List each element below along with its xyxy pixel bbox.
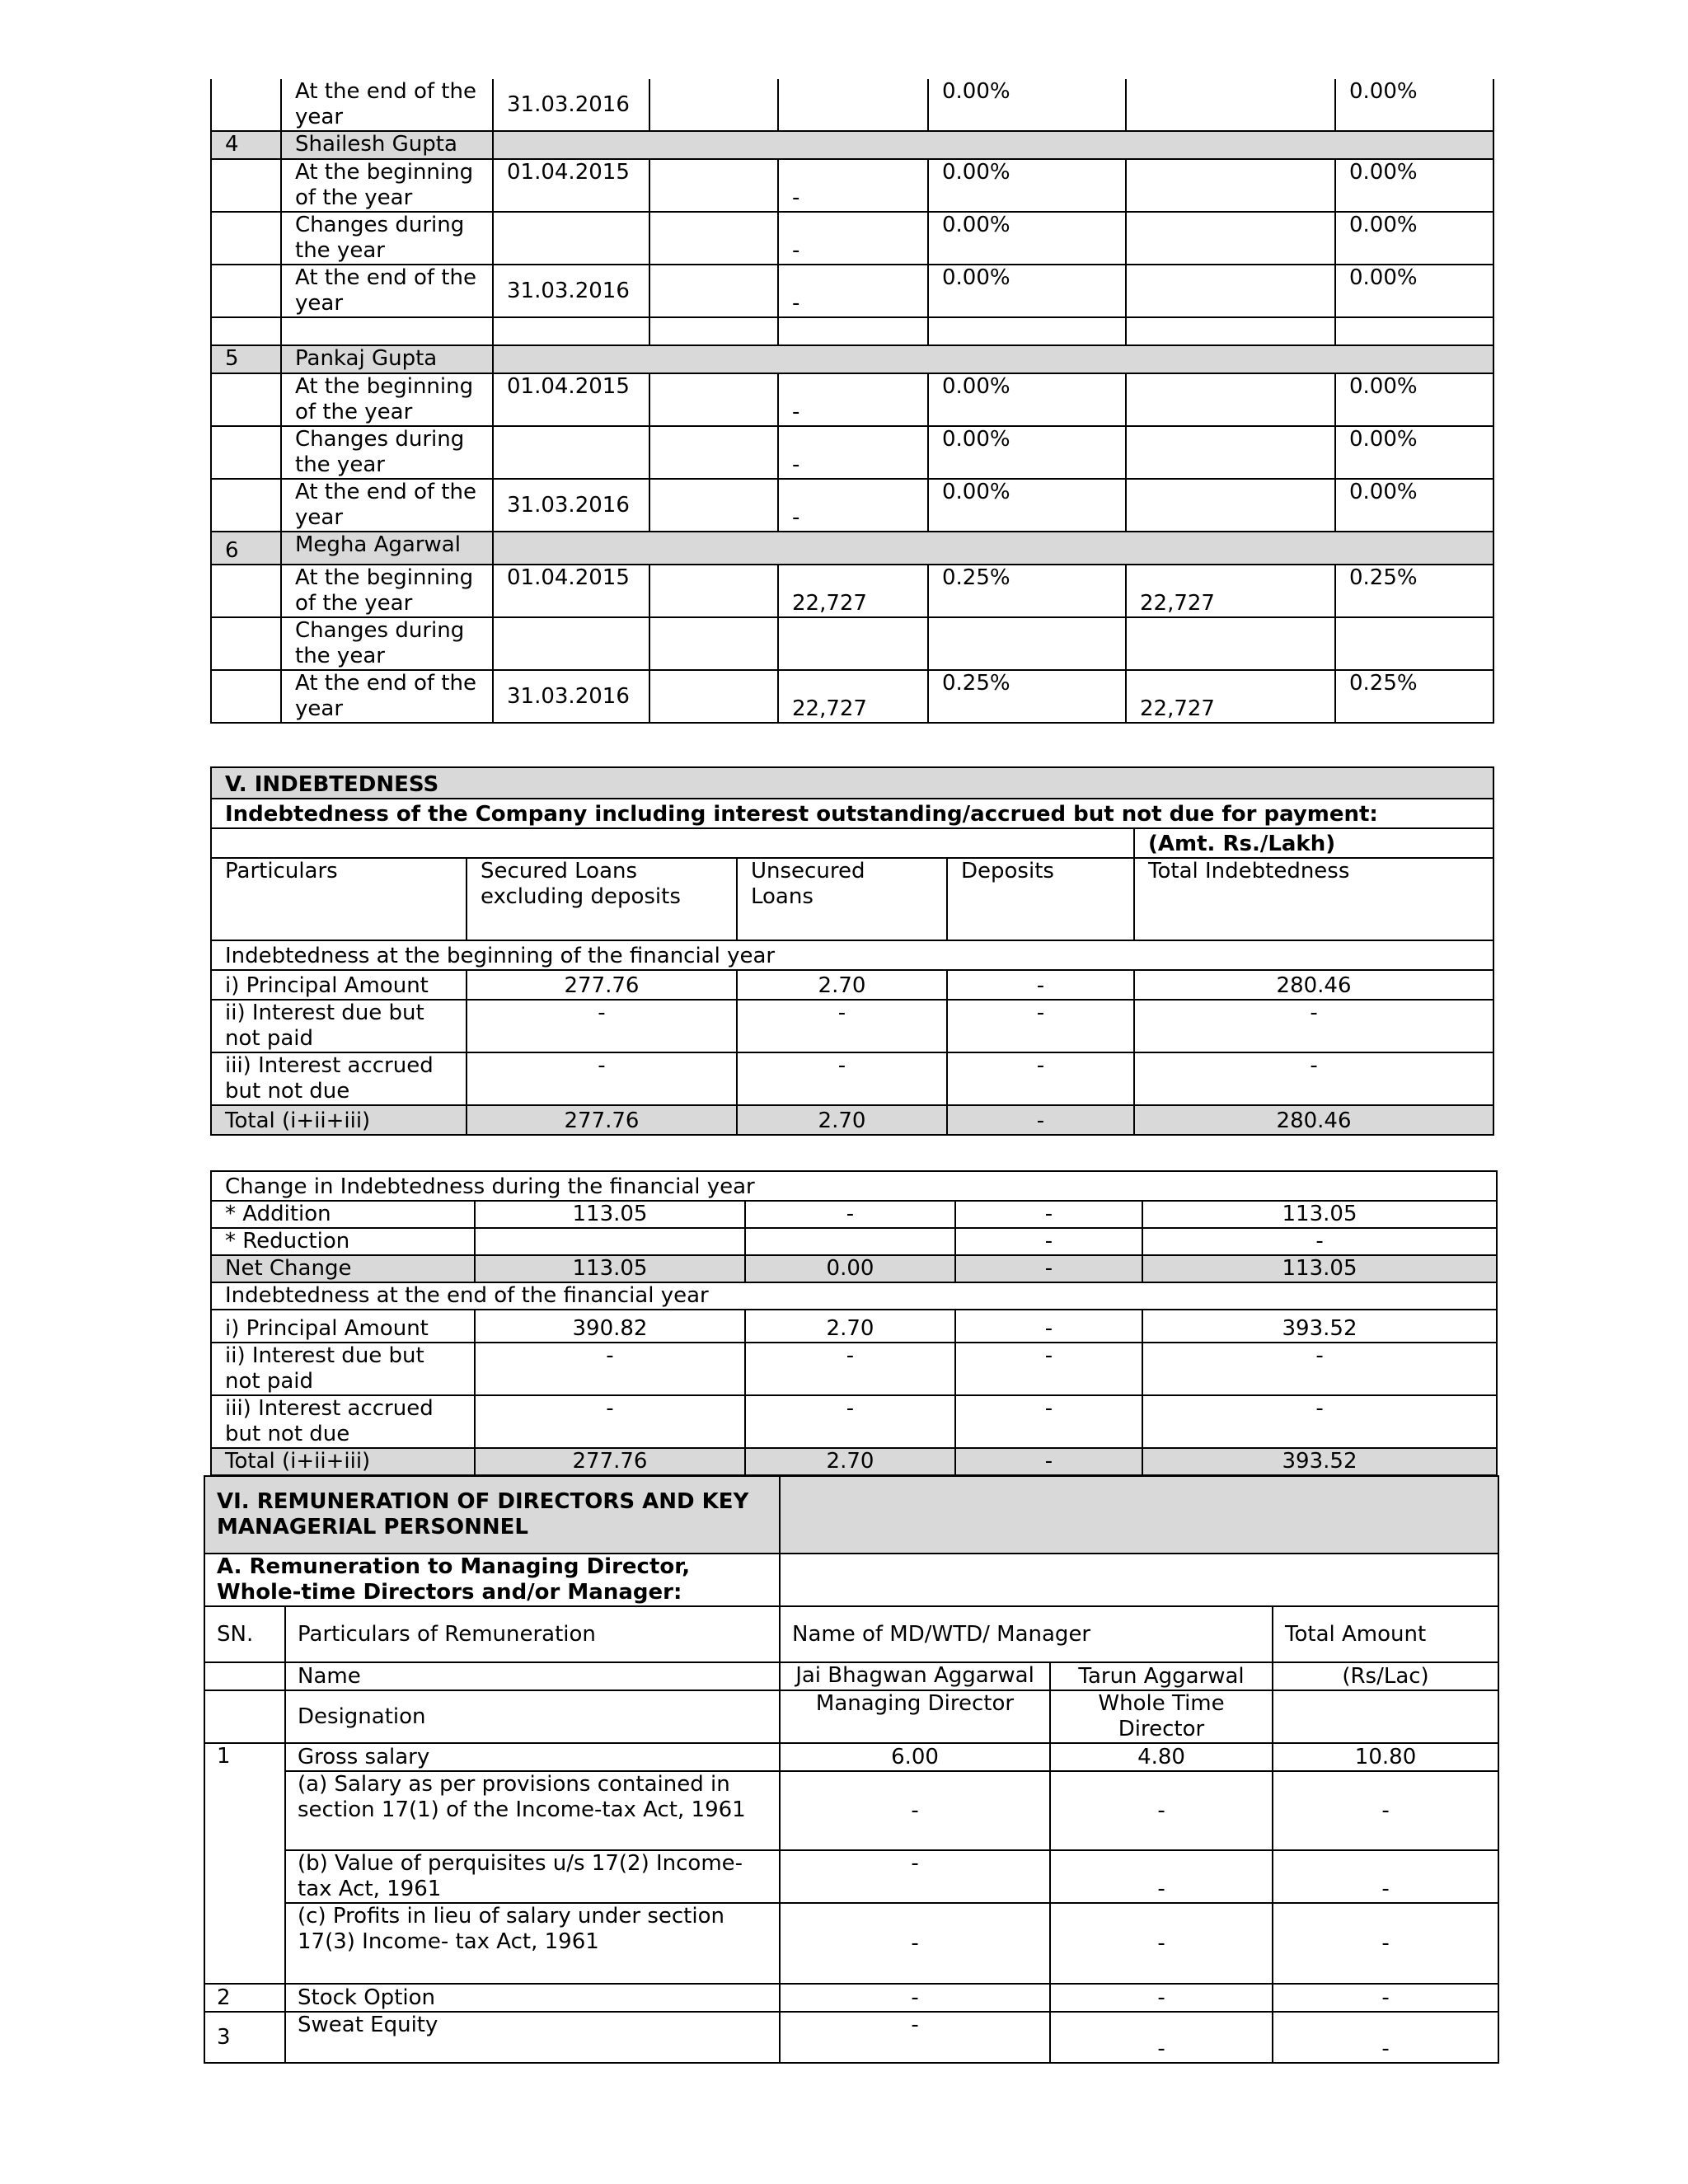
group-label-row (211, 1171, 1497, 1201)
table-row: At the beginning of the year 01.04.2015 - 0.00% 0.00% (211, 373, 1493, 426)
row-label: At the end of the year (281, 79, 493, 131)
person-sn: 5 (211, 345, 281, 373)
row-date: 31.03.2016 (493, 79, 649, 131)
indebtedness-change-table (210, 1170, 1498, 1476)
person-header-row (211, 131, 1493, 159)
table-row: 1 Gross salary 6.00 4.80 10.80 (204, 1743, 1498, 1771)
header-row (211, 858, 1493, 940)
table-row: At the end of the year 31.03.2016 - 0.00% 0.00% (211, 265, 1493, 317)
table-row: ii) Interest due but not paid - - - - (211, 1000, 1493, 1052)
director-designation: Managing Director (780, 1690, 1050, 1743)
director-designation: Whole Time Director (1050, 1690, 1273, 1743)
row-cum-pct: 0.00% (1335, 79, 1493, 131)
unit-row (211, 828, 1493, 858)
column-header-particulars: Particulars of Remuneration (285, 1606, 780, 1662)
director-name: Jai Bhagwan Aggarwal (780, 1662, 1050, 1690)
total-row: Total (i+ii+iii) 277.76 2.70 - 280.46 (211, 1105, 1493, 1135)
table-row: iii) Interest accrued but not due - - - - (211, 1395, 1497, 1448)
table-row: At the end of the year 31.03.2016 - 0.00% 0.00% (211, 479, 1493, 532)
table-row: i) Principal Amount 390.82 2.70 - 393.52 (211, 1310, 1497, 1343)
table-row: (a) Salary as per provisions contained in section 17(1) of the Income-tax Act, 1961 - - - (204, 1771, 1498, 1850)
person-header-row (211, 345, 1493, 373)
group-label: Indebtedness at the end of the financial year (211, 1282, 1497, 1310)
table-row: * Addition 113.05 - - 113.05 (211, 1201, 1497, 1228)
section-subtitle: A. Remuneration to Managing Director, Whole-time Directors and/or Manager: (204, 1554, 780, 1606)
column-header: Deposits (947, 858, 1134, 940)
column-header: Particulars (211, 858, 467, 940)
person-name: Megha Agarwal (281, 532, 493, 565)
section-title-row (211, 767, 1493, 799)
remuneration-table (204, 1475, 1499, 2064)
column-header-name: Name of MD/WTD/ Manager (780, 1606, 1273, 1662)
amount-unit: (Amt. Rs./Lakh) (1134, 828, 1493, 858)
table-row: 3 Sweat Equity - - - (204, 2012, 1498, 2063)
table-row: At the beginning of the year 01.04.2015 - 0.00% 0.00% (211, 159, 1493, 212)
table-row: i) Principal Amount 277.76 2.70 - 280.46 (211, 970, 1493, 1000)
blank-row (211, 317, 1493, 345)
person-header-row (211, 532, 1493, 565)
person-sn: 6 (211, 532, 281, 565)
group-label-row (211, 940, 1493, 970)
section-subtitle-row (204, 1554, 1498, 1606)
name-row: Name Jai Bhagwan Aggarwal Tarun Aggarwal (Rs/Lac) (204, 1662, 1498, 1690)
net-change-row: Net Change 113.05 0.00 - 113.05 (211, 1255, 1497, 1282)
table-row: (c) Profits in lieu of salary under section 17(3) Income- tax Act, 1961 - - - (204, 1903, 1498, 1984)
director-name: Tarun Aggarwal (1050, 1662, 1273, 1690)
person-name: Pankaj Gupta (281, 345, 493, 373)
column-header: Total Indebtedness (1134, 858, 1493, 940)
group-label: Indebtedness at the beginning of the financial year (211, 940, 1493, 970)
section-subtitle: Indebtedness of the Company including interest outstanding/accrued but not due for payment: (211, 799, 1493, 828)
table-row: ii) Interest due but not paid - - - - (211, 1343, 1497, 1395)
column-header: Unsecured Loans (737, 858, 947, 940)
total-unit: (Rs/Lac) (1273, 1662, 1498, 1690)
column-header-total: Total Amount (1273, 1606, 1498, 1662)
total-row: Total (i+ii+iii) 277.76 2.70 - 393.52 (211, 1448, 1497, 1475)
column-header-sn: SN. (204, 1606, 285, 1662)
table-row: 2 Stock Option - - - (204, 1984, 1498, 2012)
person-name: Shailesh Gupta (281, 131, 493, 159)
person-sn: 4 (211, 131, 281, 159)
group-label: Change in Indebtedness during the financial year (211, 1171, 1497, 1201)
column-header: Secured Loans excluding deposits (467, 858, 737, 940)
designation-row: Designation Managing Director Whole Time Director (204, 1690, 1498, 1743)
indebtedness-table (210, 766, 1494, 1136)
header-row (204, 1606, 1498, 1662)
table-row: Changes during the year - 0.00% 0.00% (211, 426, 1493, 479)
table-row: At the beginning of the year 01.04.2015 22,727 0.25% 22,727 0.25% (211, 565, 1493, 617)
table-row: iii) Interest accrued but not due - - - - (211, 1052, 1493, 1105)
table-row (211, 79, 1493, 131)
table-row: (b) Value of perquisites u/s 17(2) Income-tax Act, 1961 - - - (204, 1850, 1498, 1903)
table-row: * Reduction - - (211, 1228, 1497, 1255)
table-row: Changes during the year (211, 617, 1493, 670)
table-row: Changes during the year - 0.00% 0.00% (211, 212, 1493, 265)
row-pct: 0.00% (928, 79, 1126, 131)
section-title-row (204, 1476, 1498, 1554)
shareholding-table (210, 79, 1494, 724)
section-subtitle-row (211, 799, 1493, 828)
section-title: VI. REMUNERATION OF DIRECTORS AND KEY MANAGERIAL PERSONNEL (204, 1476, 780, 1554)
section-title: V. INDEBTEDNESS (211, 767, 1493, 799)
group-label-row (211, 1282, 1497, 1310)
table-row: At the end of the year 31.03.2016 22,727 0.25% 22,727 0.25% (211, 670, 1493, 723)
